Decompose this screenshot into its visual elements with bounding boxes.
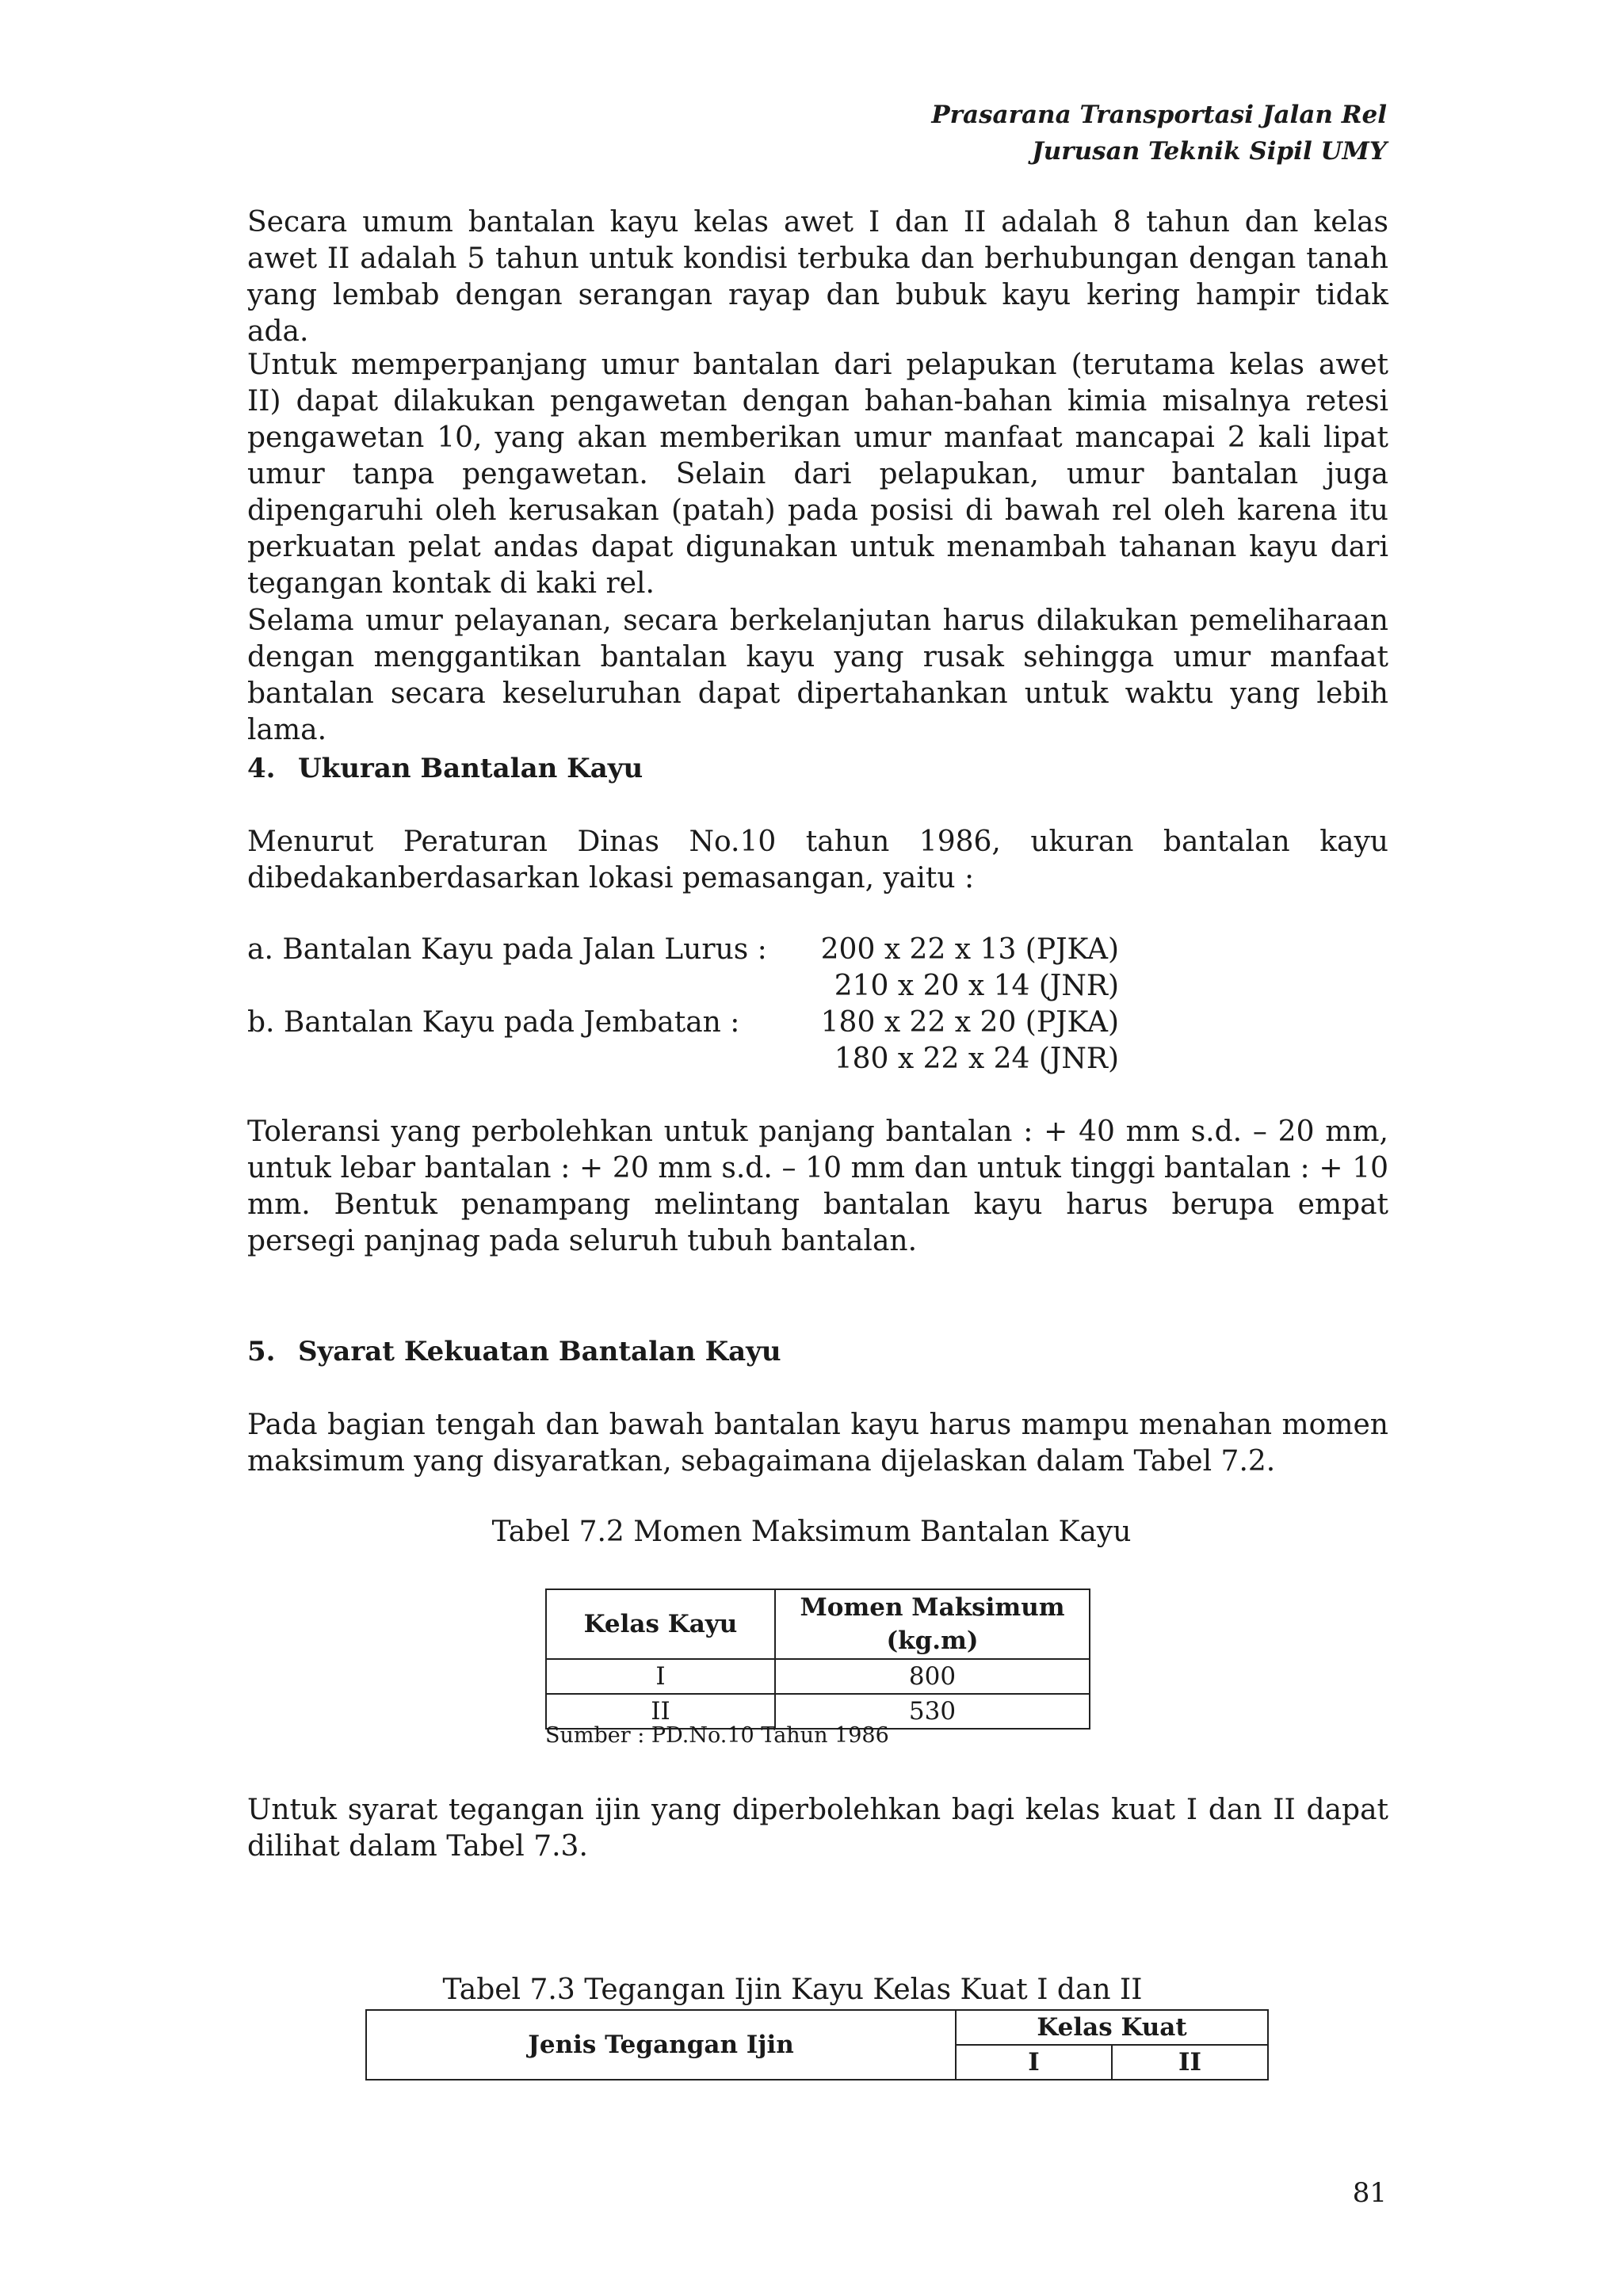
paragraph-7: Untuk syarat tegangan ijin yang diperbolehkan bagi kelas kuat I dan II dapat dilihat dalam Tabel 7.3. xyxy=(247,1794,1388,1863)
paragraph-6: Pada bagian tengah dan bawah bantalan kayu harus mampu menahan momen maksimum yang disyaratkan, sebagaimana dijelaskan dalam Tabel 7.2. xyxy=(247,1409,1388,1478)
page-number: 81 xyxy=(1352,2177,1387,2209)
table-header-row xyxy=(546,1589,1090,1659)
section-number: 4. xyxy=(247,753,276,784)
list-item xyxy=(247,932,1119,968)
list-item-value: 210 x 20 x 14 (JNR) xyxy=(834,970,1119,1002)
header-subtitle: Jurusan Teknik Sipil UMY xyxy=(1032,137,1387,166)
paragraph-4: Menurut Peraturan Dinas No.10 tahun 1986, ukuran bantalan kayu dibedakanberdasarkan lokasi pemasangan, yaitu : xyxy=(247,826,1388,894)
section-title: Syarat Kekuatan Bantalan Kayu xyxy=(298,1336,781,1367)
table-header-row xyxy=(366,2010,1268,2045)
list-item-label xyxy=(247,1041,834,1077)
column-group-header: Kelas Kuat xyxy=(956,2010,1268,2045)
table-caption: Tabel 7.3 Tegangan Ijin Kayu Kelas Kuat I dan II xyxy=(442,1974,1143,2006)
paragraph-2: Untuk memperpanjang umur bantalan dari pelapukan (terutama kelas awet II) dapat dilakukan pengawetan dengan bahan-bahan kimia misalnya retesi pengawetan 10, yang akan memberikan umur manfaat mancapai 2 kali lipat umur tanpa pengawetan. Selain dari pelapukan, umur bantalan juga dipengaruhi oleh kerusakan (patah) pada posisi di bawah rel oleh karena itu perkuatan pelat andas dapat digunakan untuk menambah tahanan kayu dari tegangan kontak di kaki rel. xyxy=(247,349,1388,600)
table-cell: 800 xyxy=(775,1659,1090,1694)
running-header xyxy=(931,97,1387,170)
table-row xyxy=(546,1659,1090,1694)
section-number: 5. xyxy=(247,1336,276,1367)
paragraph-5: Toleransi yang perbolehkan untuk panjang bantalan : + 40 mm s.d. – 20 mm, untuk lebar bantalan : + 20 mm s.d. – 10 mm dan untuk tinggi bantalan : + 10 mm. Bentuk penampang melintang bantalan kayu harus berupa empat persegi panjnag pada seluruh tubuh bantalan. xyxy=(247,1116,1388,1257)
table-cell: 530 xyxy=(775,1694,1090,1729)
column-header: Kelas Kayu xyxy=(546,1589,775,1659)
column-header: II xyxy=(1112,2045,1268,2080)
paragraph-3: Selama umur pelayanan, secara berkelanjutan harus dilakukan pemeliharaan dengan menggantikan bantalan kayu yang rusak sehingga umur manfaat bantalan secara keseluruhan dapat dipertahankan untuk waktu yang lebih lama. xyxy=(247,605,1388,746)
table-source-note: Sumber : PD.No.10 Tahun 1986 xyxy=(545,1723,889,1748)
column-header-line: Momen Maksimum xyxy=(800,1593,1065,1622)
section-title: Ukuran Bantalan Kayu xyxy=(298,753,643,784)
paragraph-1: Secara umum bantalan kayu kelas awet I dan II adalah 8 tahun dan kelas awet II adalah 5 tahun untuk kondisi terbuka dan berhubungan dengan tanah yang lembab dengan serangan rayap dan bubuk kayu kering hampir tidak ada. xyxy=(247,206,1388,348)
section-heading-4 xyxy=(247,750,643,787)
moment-table xyxy=(545,1589,1090,1730)
list-item-value: 180 x 22 x 20 (PJKA) xyxy=(820,1006,1119,1039)
section-heading-5 xyxy=(247,1333,781,1370)
column-header: Jenis Tegangan Ijin xyxy=(366,2010,956,2080)
list-item-label xyxy=(247,968,834,1005)
list-item-label: b. Bantalan Kayu pada Jembatan : xyxy=(247,1006,740,1039)
list-item-value: 180 x 22 x 24 (JNR) xyxy=(834,1043,1119,1075)
column-header-unit: (kg.m) xyxy=(886,1627,979,1655)
dimension-list xyxy=(247,932,1119,1077)
column-header: I xyxy=(956,2045,1112,2080)
list-item-label: a. Bantalan Kayu pada Jalan Lurus : xyxy=(247,933,767,966)
list-item xyxy=(247,968,1119,1005)
list-item-value: 200 x 22 x 13 (PJKA) xyxy=(820,933,1119,966)
stress-table xyxy=(365,2009,1269,2081)
table-caption: Tabel 7.2 Momen Maksimum Bantalan Kayu xyxy=(491,1516,1132,1548)
column-header xyxy=(775,1589,1090,1659)
table-cell: II xyxy=(546,1694,775,1729)
header-title: Prasarana Transportasi Jalan Rel xyxy=(931,101,1387,129)
list-item xyxy=(247,1005,1119,1041)
table-cell: I xyxy=(546,1659,775,1694)
list-item xyxy=(247,1041,1119,1077)
